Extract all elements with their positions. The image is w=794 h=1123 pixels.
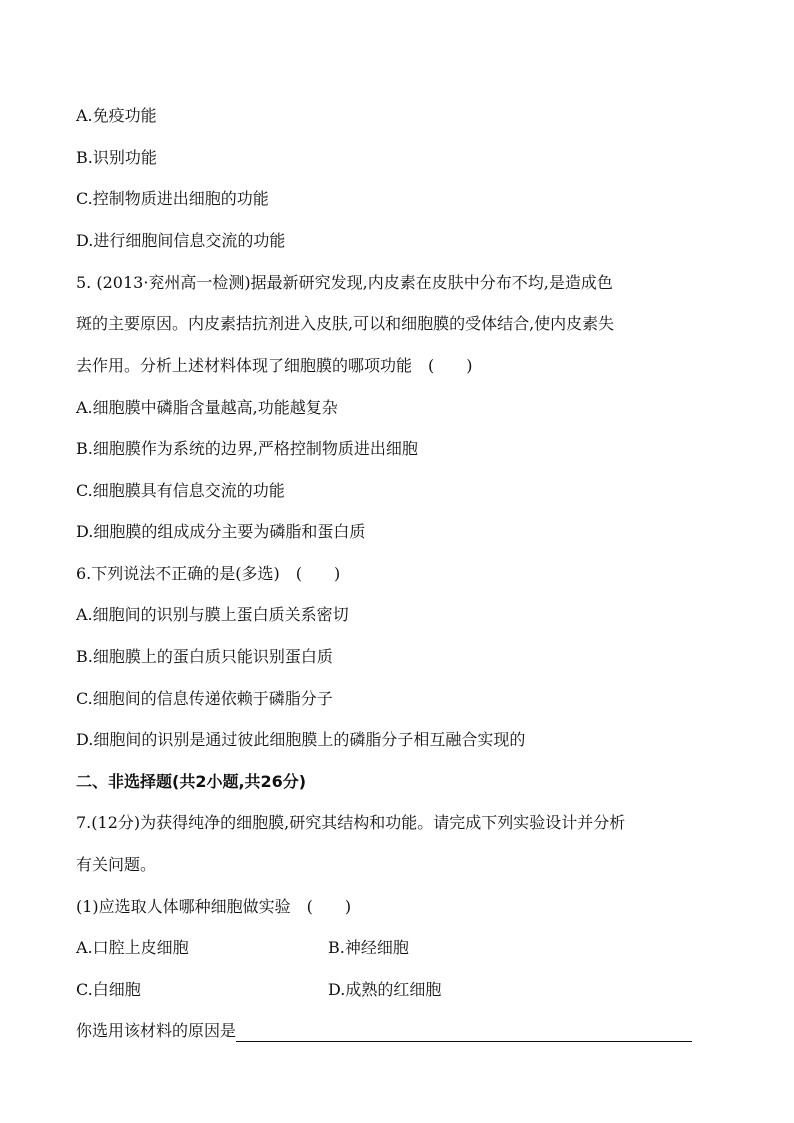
section-title-non-choice: 二、非选择题(共2小题,共26分) (76, 772, 307, 791)
q7-option-row-1 (76, 937, 726, 959)
q4-option-b: B.识别功能 (76, 148, 157, 167)
q5-stem-line2: 斑的主要原因。内皮素拮抗剂进入皮肤,可以和细胞膜的受体结合,使内皮素失 (76, 314, 615, 333)
q7-option-c: C.白细胞 (76, 980, 141, 999)
answer-blank-line[interactable] (236, 1024, 692, 1042)
q7-option-d: D.成熟的红细胞 (328, 980, 442, 999)
q4-option-d: D.进行细胞间信息交流的功能 (76, 231, 286, 250)
q5-stem-line1: 5. (2013·兖州高一检测)据最新研究发现,内皮素在皮肤中分布不均,是造成色 (76, 273, 613, 292)
q4-option-a: A.免疫功能 (76, 106, 157, 125)
q6-option-c: C.细胞间的信息传递依赖于磷脂分子 (76, 689, 333, 708)
q7-option-a: A.口腔上皮细胞 (76, 938, 189, 957)
q6-option-d: D.细胞间的识别是通过彼此细胞膜上的磷脂分子相互融合实现的 (76, 730, 526, 749)
q6-option-a: A.细胞间的识别与膜上蛋白质关系密切 (76, 605, 349, 624)
q5-option-a: A.细胞膜中磷脂含量越高,功能越复杂 (76, 398, 338, 417)
q7-sub1-stem: (1)应选取人体哪种细胞做实验 ( ) (76, 897, 352, 916)
q6-option-b: B.细胞膜上的蛋白质只能识别蛋白质 (76, 647, 333, 666)
q5-option-d: D.细胞膜的组成成分主要为磷脂和蛋白质 (76, 522, 366, 541)
q7-option-row-2 (76, 979, 726, 1001)
q7-reason-prompt: 你选用该材料的原因是 (76, 1021, 237, 1040)
q5-option-c: C.细胞膜具有信息交流的功能 (76, 481, 285, 500)
q5-stem-line3: 去作用。分析上述材料体现了细胞膜的哪项功能 ( ) (76, 356, 473, 375)
q5-option-b: B.细胞膜作为系统的边界,严格控制物质进出细胞 (76, 439, 418, 458)
q7-stem-line2: 有关问题。 (76, 855, 157, 874)
q7-stem-line1: 7.(12分)为获得纯净的细胞膜,研究其结构和功能。请完成下列实验设计并分析 (76, 813, 626, 832)
q4-option-c: C.控制物质进出细胞的功能 (76, 189, 269, 208)
q7-reason-row (76, 1020, 726, 1042)
q7-option-b: B.神经细胞 (328, 938, 409, 957)
q6-stem: 6.下列说法不正确的是(多选) ( ) (76, 564, 341, 583)
